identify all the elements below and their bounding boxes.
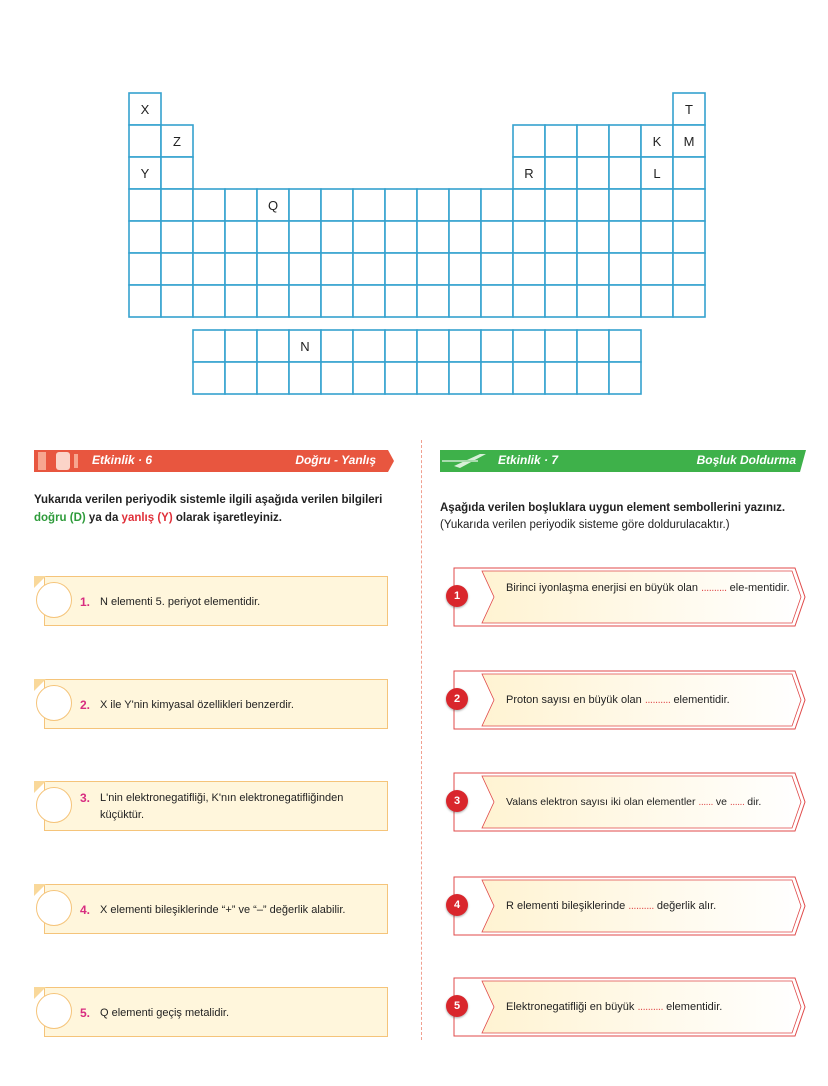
fill-text-2 [506,692,796,709]
element-symbol-q: Q [267,198,279,213]
fill-post: değerlik alır. [656,900,717,912]
table-cell [641,189,673,221]
table-cell [449,253,481,285]
f-block-cell [385,362,417,394]
table-cell [481,189,513,221]
blank-field[interactable]: .......... [628,900,654,912]
table-cell [513,125,545,157]
f-block-cell [321,330,353,362]
f-block-cell [577,362,609,394]
f-block-cell [193,330,225,362]
table-cell [609,189,641,221]
table-cell [193,285,225,317]
fill-text-1 [506,580,796,597]
table-cell [321,253,353,285]
item-text: L'nin elektronegatifliği, K'nın elektronegatifliğinden küçüktür. [100,792,344,821]
table-cell [577,253,609,285]
dy-item-5 [34,987,388,1037]
item-number: 3. [80,791,91,805]
table-cell [289,285,321,317]
table-cell [545,125,577,157]
column-divider [421,440,422,1040]
f-block-cell [257,362,289,394]
item-number-badge: 1 [446,585,468,607]
table-cell [289,221,321,253]
table-cell [161,253,193,285]
dy-item-2 [34,679,388,729]
table-cell [481,253,513,285]
table-cell [193,221,225,253]
bd-item-2 [440,670,806,730]
f-block-cell [481,330,513,362]
f-block-cell [193,362,225,394]
fill-mid: ve [715,796,727,808]
activity6-intro-text: Yukarıda verilen periyodik sistemle ilgili aşağıda verilen bilgileri [34,494,383,506]
item-text: X ile Y'nin kimyasal özellikleri benzerdir. [100,699,294,711]
f-block-cell [449,362,481,394]
table-cell [609,221,641,253]
item-number: 2. [80,698,91,712]
fill-text-4 [506,898,796,915]
periodic-table [0,0,828,410]
table-cell [321,221,353,253]
table-cell [289,189,321,221]
table-cell [641,253,673,285]
f-block-cell [545,330,577,362]
table-cell [257,285,289,317]
table-cell [193,189,225,221]
f-block-cell [321,362,353,394]
table-cell [513,221,545,253]
f-block-cell [481,362,513,394]
table-cell [129,125,161,157]
f-block-cell [353,362,385,394]
item-number-badge: 4 [446,894,468,916]
answer-circle[interactable] [36,787,72,823]
item-number-badge: 2 [446,688,468,710]
table-cell [193,253,225,285]
table-cell [673,285,705,317]
table-cell [161,285,193,317]
activity6-title: Etkinlik · 6 [92,453,153,467]
dy-item-3 [34,781,388,831]
blank-field[interactable]: .......... [637,1001,664,1013]
element-symbol-r: R [524,166,534,181]
item-number-badge: 3 [446,790,468,812]
table-cell [609,285,641,317]
table-cell [417,221,449,253]
table-cell [577,157,609,189]
activity6-intro [34,491,410,527]
table-cell [545,285,577,317]
element-symbol-z: Z [173,134,181,149]
element-symbol-x: X [140,102,150,117]
fill-pre: Valans elektron sayısı iki olan elementler [506,796,696,808]
table-cell [161,189,193,221]
table-cell [161,221,193,253]
table-cell [321,189,353,221]
table-cell [385,221,417,253]
table-cell [161,157,193,189]
f-block-cell [353,330,385,362]
table-cell [129,221,161,253]
f-block-cell [449,330,481,362]
fill-post: elementidir. [666,1001,723,1013]
table-cell [481,221,513,253]
table-cell [417,189,449,221]
table-cell [129,253,161,285]
table-cell [353,285,385,317]
activity6-banner [34,450,394,472]
fill-pre: R elementi bileşiklerinde [506,900,626,912]
item-text: N elementi 5. periyot elementidir. [100,596,261,608]
f-block-cell [225,330,257,362]
item-number-badge: 5 [446,995,468,1017]
fill-pre: Proton sayısı en büyük olan [506,694,642,706]
dy-item-1 [34,576,388,626]
table-cell [513,189,545,221]
f-block-cell [545,362,577,394]
table-cell [609,125,641,157]
table-cell [417,285,449,317]
table-cell [545,157,577,189]
table-cell [225,221,257,253]
table-cell [353,221,385,253]
table-cell [321,285,353,317]
element-symbol-m: M [683,134,695,149]
table-cell [545,253,577,285]
item-text: Q elementi geçiş metalidir. [100,1007,229,1019]
f-block-cell [513,362,545,394]
f-block-cell [385,330,417,362]
activity7-type: Boşluk Doldurma [696,453,796,467]
activity7-intro-text: Aşağıda verilen boşluklara uygun element sembollerini yazınız. [440,502,786,514]
table-cell [673,253,705,285]
table-cell [577,221,609,253]
item-number: 4. [80,903,91,917]
table-cell [225,285,257,317]
table-cell [129,189,161,221]
f-block-cell [609,330,641,362]
item-number: 1. [80,595,91,609]
table-cell [673,189,705,221]
table-cell [257,221,289,253]
blank-field[interactable]: .......... [644,694,671,706]
table-cell [385,253,417,285]
blank-field[interactable]: ...... [698,796,713,808]
fill-text-5 [506,999,796,1016]
table-cell [449,221,481,253]
table-cell [417,253,449,285]
element-symbol-n: N [300,339,310,354]
f-block-cell [417,362,449,394]
f-block-cell [225,362,257,394]
table-cell [545,221,577,253]
answer-circle[interactable] [36,890,72,926]
bd-item-1 [440,567,806,627]
activity7-banner [440,450,806,472]
f-block-cell [257,330,289,362]
activity6-type: Doğru - Yanlış [295,453,376,467]
table-cell [481,285,513,317]
table-cell [609,253,641,285]
table-cell [641,285,673,317]
table-cell [385,285,417,317]
table-cell [545,189,577,221]
intro-ya-da: ya da [85,512,122,524]
element-symbol-k: K [652,134,662,149]
blank-field[interactable]: ...... [729,796,745,808]
f-block-cell [609,362,641,394]
table-cell [609,157,641,189]
bd-item-3 [440,772,806,832]
blank-field[interactable]: .......... [701,582,727,594]
table-cell [257,253,289,285]
table-cell [577,189,609,221]
fill-post: elementidir. [673,694,730,706]
table-cell [225,189,257,221]
table-cell [513,253,545,285]
fill-text-3 [506,794,796,811]
table-cell [577,125,609,157]
table-cell [673,157,705,189]
intro-end: olarak işaretleyiniz. [172,512,282,524]
activity7-title: Etkinlik · 7 [498,453,559,467]
answer-circle[interactable] [36,685,72,721]
activity7-intro [440,500,816,534]
element-symbol-t: T [685,102,693,117]
table-cell [225,253,257,285]
fill-post: dir. [747,796,762,808]
intro-yanlis: yanlış (Y) [121,512,173,524]
item-text: X elementi bileşiklerinde “+” ve “–” değerlik alabilir. [100,904,346,916]
item-number: 5. [80,1006,91,1020]
table-cell [353,189,385,221]
table-cell [353,253,385,285]
table-cell [385,189,417,221]
table-cell [449,189,481,221]
answer-circle[interactable] [36,582,72,618]
element-symbol-y: Y [140,166,150,181]
f-block-cell [289,362,321,394]
fill-pre: Elektronegatifliği en büyük [506,1001,635,1013]
intro-dogru: doğru (D) [34,512,86,524]
table-cell [673,221,705,253]
f-block-cell [577,330,609,362]
table-cell [449,285,481,317]
table-cell [289,253,321,285]
pencil-icon [56,452,70,470]
dy-item-4 [34,884,388,934]
f-block-cell [513,330,545,362]
activity7-intro-note: (Yukarıda verilen periyodik sisteme göre doldurulacaktır.) [440,519,730,531]
f-block-cell [417,330,449,362]
fill-post: ele-mentidir. [729,582,790,594]
table-cell [513,285,545,317]
bd-item-4 [440,876,806,936]
element-symbol-l: L [653,166,661,181]
answer-circle[interactable] [36,993,72,1029]
table-cell [129,285,161,317]
fill-pre: Birinci iyonlaşma enerjisi en büyük olan [506,582,698,594]
table-cell [641,221,673,253]
table-cell [577,285,609,317]
bd-item-5 [440,977,806,1037]
